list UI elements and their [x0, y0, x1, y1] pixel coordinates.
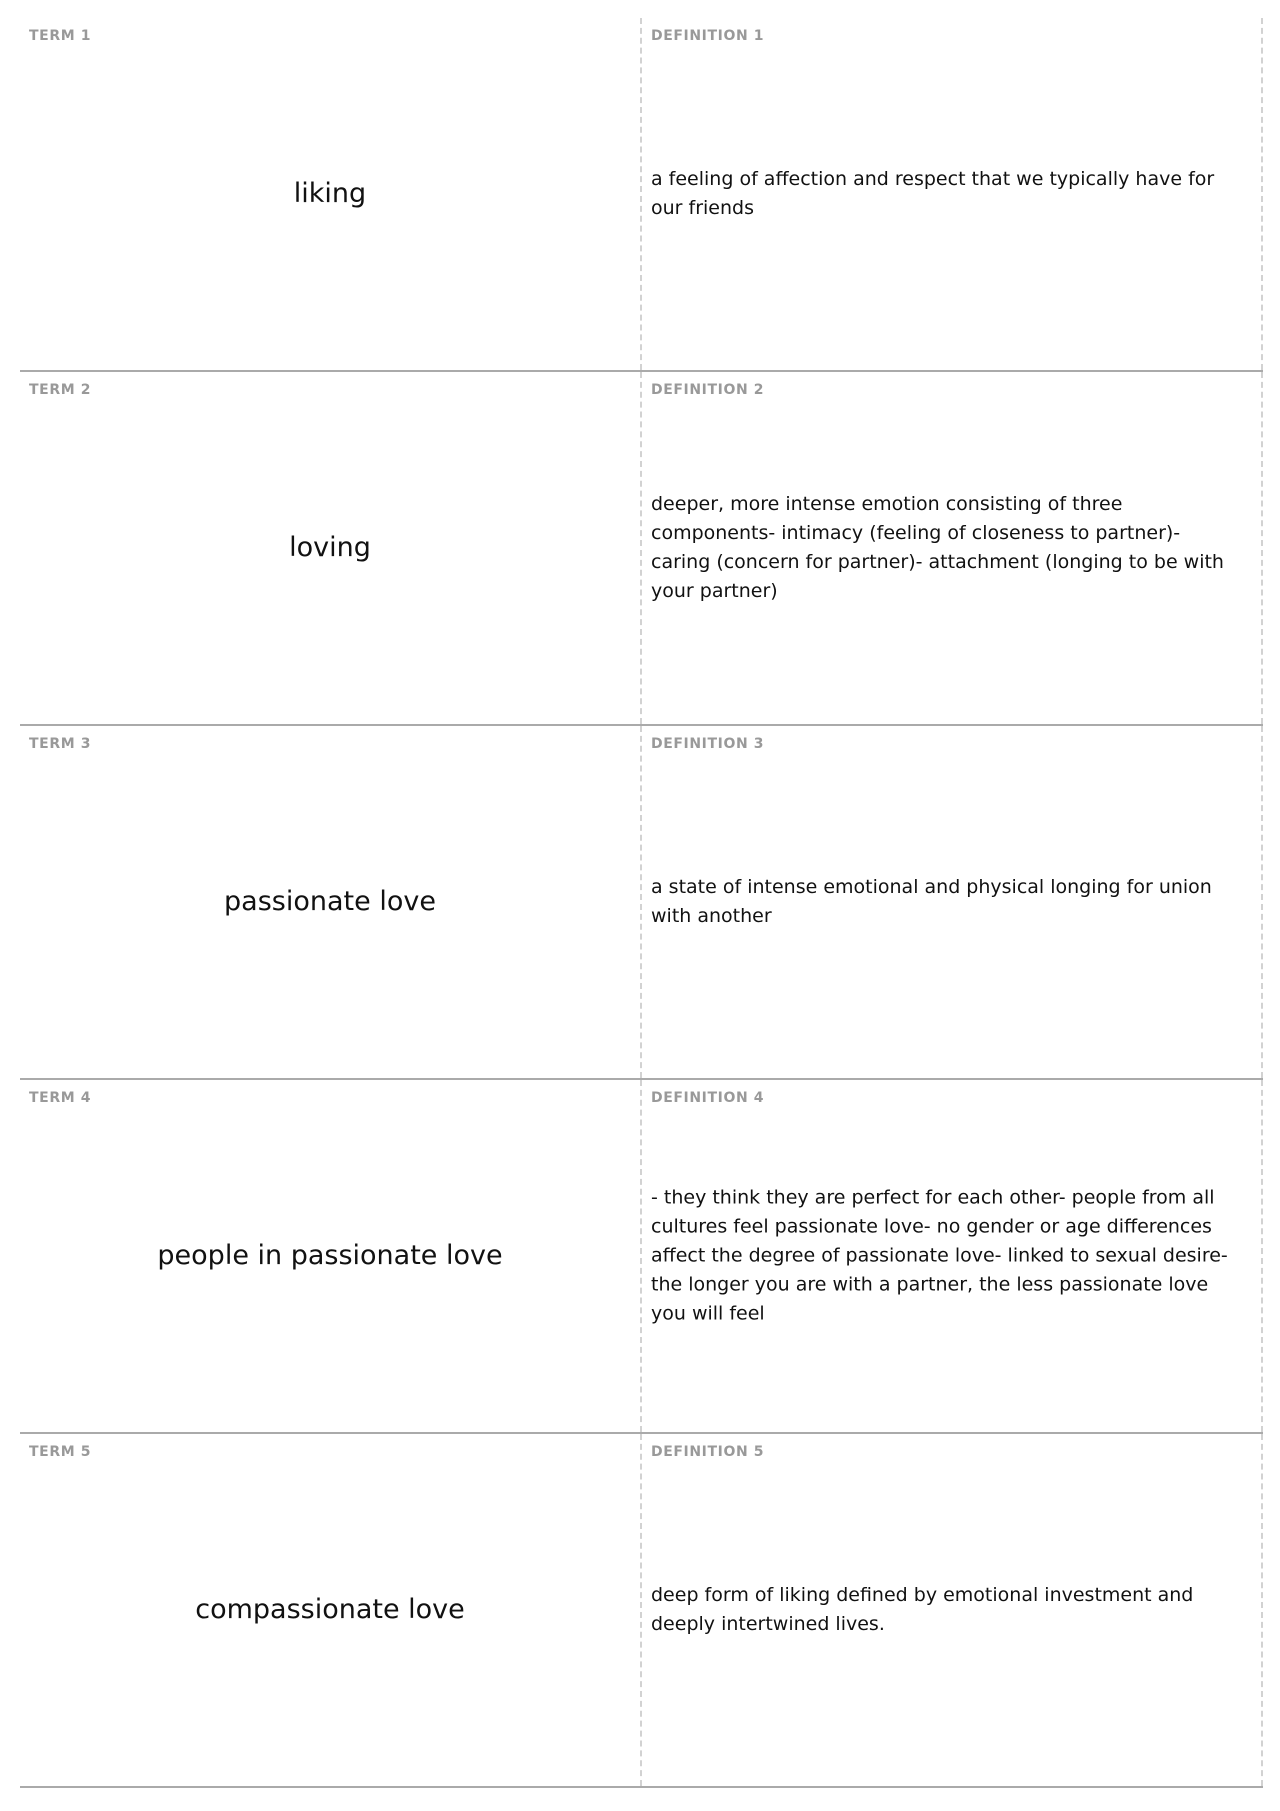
definition-label: DEFINITION 4: [651, 1090, 765, 1106]
term-cell: [20, 372, 642, 724]
term-text: compassionate love: [195, 1594, 465, 1625]
definition-cell: [642, 372, 1263, 724]
term-text: liking: [293, 178, 367, 209]
term-label: TERM 1: [29, 28, 92, 44]
definition-text: deeper, more intense emotion consisting of three components- intimacy (feeling of closeness to partner)- caring (concern for partner)- attachment (longing to be with your partner): [651, 493, 1224, 602]
definition-text: a state of intense emotional and physical longing for union with another: [651, 876, 1212, 927]
definition-cell: [642, 726, 1263, 1078]
definition-label: DEFINITION 2: [651, 382, 765, 398]
flashcard-row: [20, 1080, 1263, 1434]
term-text: passionate love: [224, 886, 436, 917]
term-text: loving: [289, 532, 371, 563]
flashcard-row: [20, 18, 1263, 372]
term-label: TERM 5: [29, 1444, 92, 1460]
definition-cell: [642, 18, 1263, 370]
flashcard-sheet: [20, 18, 1263, 1788]
term-text: people in passionate love: [157, 1240, 503, 1271]
definition-text: - they think they are perfect for each other- people from all cultures feel passionate love- no gender or age differences affect the degree of passionate love- linked to sexual desire- the longer you are with a partner, the less passionate love you will feel: [651, 1186, 1228, 1325]
definition-label: DEFINITION 1: [651, 28, 765, 44]
term-cell: [20, 726, 642, 1078]
definition-label: DEFINITION 3: [651, 736, 765, 752]
flashcard-row: [20, 1434, 1263, 1788]
definition-cell: [642, 1080, 1263, 1432]
flashcard-row: [20, 726, 1263, 1080]
definition-label: DEFINITION 5: [651, 1444, 765, 1460]
definition-text: a feeling of affection and respect that we typically have for our friends: [651, 168, 1215, 219]
term-cell: [20, 1080, 642, 1432]
flashcard-row: [20, 372, 1263, 726]
definition-text: deep form of liking defined by emotional investment and deeply intertwined lives.: [651, 1584, 1194, 1635]
term-label: TERM 2: [29, 382, 92, 398]
term-label: TERM 4: [29, 1090, 92, 1106]
term-cell: [20, 1434, 642, 1786]
term-cell: [20, 18, 642, 370]
definition-cell: [642, 1434, 1263, 1786]
term-label: TERM 3: [29, 736, 92, 752]
